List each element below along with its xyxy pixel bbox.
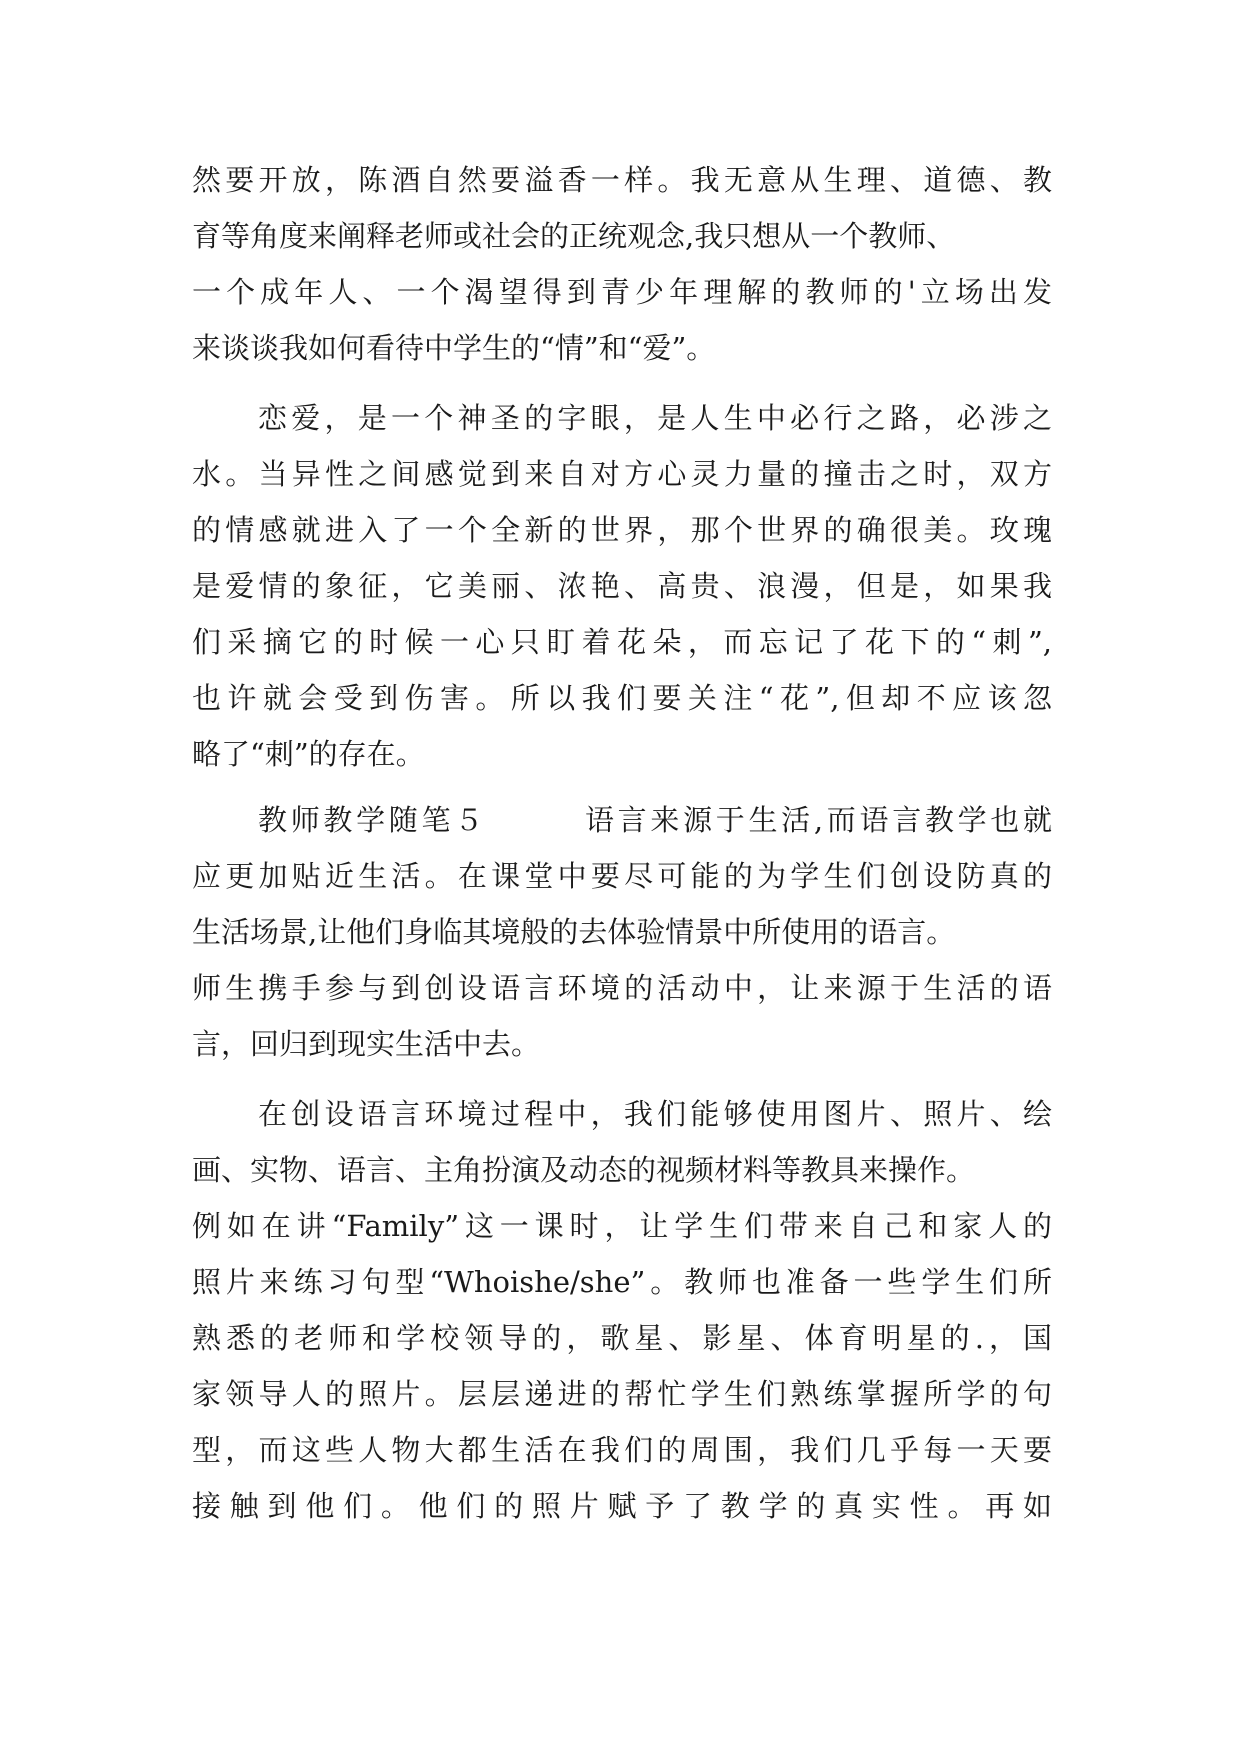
text-line: 接触到他们。他们的照片赋予了教学的真实性。再如 (192, 1489, 1052, 1523)
section-heading-line: 教师教学随笔５ 语言来源于生活,而语言教学也就 (258, 803, 1052, 837)
text-line: 水。当异性之间感觉到来自对方心灵力量的撞击之时，双方 (192, 457, 1052, 491)
text-line: 言，回归到现实生活中去。 (192, 1027, 541, 1061)
text-line: 然要开放，陈酒自然要溢香一样。我无意从生理、道德、教 (192, 163, 1052, 197)
text-line: 画、实物、语言、主角扮演及动态的视频材料等教具来操作。 (192, 1153, 976, 1187)
text-line: 熟悉的老师和学校领导的，歌星、影星、体育明星的.，国 (192, 1321, 1052, 1355)
text-line: 育等角度来阐释老师或社会的正统观念,我只想从一个教师、 (192, 219, 956, 253)
paragraph-first-line: 恋爱，是一个神圣的字眼，是人生中必行之路，必涉之 (258, 401, 1052, 435)
text-line: 生活场景,让他们身临其境般的去体验情景中所使用的语言。 (192, 915, 956, 949)
text-line: 型，而这些人物大都生活在我们的周围，我们几乎每一天要 (192, 1433, 1052, 1467)
text-line: 的情感就进入了一个全新的世界，那个世界的确很美。玫瑰 (192, 513, 1052, 547)
text-line: 一个成年人、一个渴望得到青少年理解的教师的'立场出发 (192, 275, 1052, 309)
text-line: 家领导人的照片。层层递进的帮忙学生们熟练掌握所学的句 (192, 1377, 1052, 1411)
text-line: 例如在讲“Family”这一课时，让学生们带来自己和家人的 (192, 1209, 1052, 1243)
text-line: 应更加贴近生活。在课堂中要尽可能的为学生们创设防真的 (192, 859, 1052, 893)
text-line: 来谈谈我如何看待中学生的“情”和“爱”。 (192, 331, 716, 365)
text-line: 师生携手参与到创设语言环境的活动中，让来源于生活的语 (192, 971, 1052, 1005)
text-line: 略了“刺”的存在。 (192, 737, 425, 771)
text-line: 也许就会受到伤害。所以我们要关注“花”,但却不应该忽 (192, 681, 1052, 715)
text-line: 是爱情的象征，它美丽、浓艳、高贵、浪漫，但是，如果我 (192, 569, 1052, 603)
paragraph-first-line: 在创设语言环境过程中，我们能够使用图片、照片、绘 (258, 1097, 1052, 1131)
text-line: 照片来练习句型“Whoishe/she”。教师也准备一些学生们所 (192, 1265, 1052, 1299)
text-line: 们采摘它的时候一心只盯着花朵，而忘记了花下的“刺”, (192, 625, 1052, 659)
